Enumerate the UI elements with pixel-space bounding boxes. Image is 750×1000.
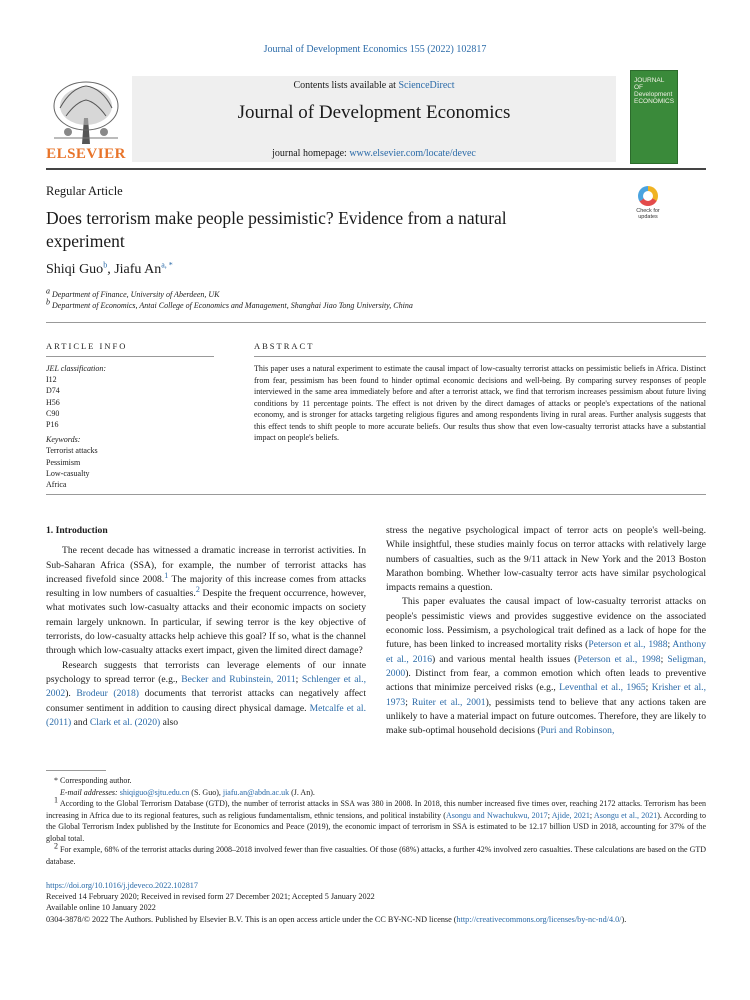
author-affil-marker[interactable]: a, * bbox=[161, 260, 173, 270]
citation-link[interactable]: Asongu et al., 2021 bbox=[593, 810, 658, 820]
text: and bbox=[71, 716, 90, 728]
paragraph bbox=[46, 659, 366, 730]
jel-code: C90 bbox=[46, 408, 60, 418]
sciencedirect-link[interactable]: ScienceDirect bbox=[398, 80, 455, 91]
author-affil-marker[interactable]: b bbox=[103, 260, 108, 270]
citation-link[interactable]: Schlenger et al., 2002 bbox=[46, 673, 366, 700]
text: 0304-3878/© 2022 The Authors. Published by Elsevier B.V. This is an open access article under the CC BY-NC-ND license ( bbox=[46, 914, 457, 924]
body-column-left bbox=[46, 524, 366, 730]
footnote-1 bbox=[46, 795, 707, 844]
doi-link[interactable]: https://doi.org/10.1016/j.jdeveco.2022.102817 bbox=[46, 881, 198, 890]
author-list bbox=[46, 262, 173, 278]
citation-link[interactable]: Ajide, 2021 bbox=[551, 810, 590, 820]
license-line bbox=[46, 914, 706, 925]
citation-link[interactable]: Leventhal et al., 1965 bbox=[559, 682, 646, 694]
license-link[interactable]: http://creativecommons.org/licenses/by-nc-nd/4.0/ bbox=[456, 914, 622, 924]
citation-link[interactable]: Peterson et al., 1988 bbox=[588, 639, 668, 651]
citation-link[interactable]: Becker and Rubinstein, 2011 bbox=[181, 673, 296, 685]
affiliation-a bbox=[46, 286, 220, 299]
body-column-right bbox=[386, 524, 706, 738]
check-updates-icon bbox=[638, 186, 658, 206]
citation-link[interactable]: Peterson et al., 1998 bbox=[577, 653, 661, 665]
footnote-number: 1 bbox=[54, 795, 58, 805]
text: ). Distinct from fear, a common emotion which often leads to preventive actions that minimize perceived risks (e.g., bbox=[386, 667, 706, 694]
text: According to the Global Terrorism Database (GTD), the number of terrorist attacks in SSA was 380 in 2008. In 2018, this number increased five times over, reaching 2172 attacks. Terrorism has been increasing in Africa due to its regional features, such as religious fundamentalism, ethnic tensions, and political instability ( bbox=[46, 799, 707, 820]
citation-link[interactable]: Ruiter et al., 2001 bbox=[411, 696, 486, 708]
paragraph bbox=[46, 544, 366, 658]
text: also bbox=[160, 716, 179, 728]
keywords-label: Keywords: bbox=[46, 435, 81, 445]
paragraph: stress the negative psychological impact of terror acts on people's well-being. While insightful, these studies mainly focus on terror attacks with relatively large numbers of casualties, such as the 9/11 attack in New York and the 2013 Boston Marathon bombing. Whether low-casualty terror acts have similar psychological impacts remains a question. bbox=[386, 525, 706, 594]
divider bbox=[46, 356, 214, 357]
text: documents that terrorist attacks can negatively affect consumer sentiment in addition to causing direct physical damage. bbox=[46, 688, 366, 714]
affil-marker: a bbox=[46, 286, 50, 296]
text: Despite the frequent occurrence, however, what motivates such low-casualty attacks and their economic impacts on society remain largely unknown. In particular, if sewing terror is the key objective of terrorists, do low-casualty attacks help achieve this goal? If so, what is the channel through which low-casualty attacks exert impact, given the limited direct damage? bbox=[46, 588, 366, 657]
footnote-ref[interactable]: 2 bbox=[195, 585, 200, 594]
elsevier-logo[interactable] bbox=[46, 76, 126, 162]
footnote-ref[interactable]: 1 bbox=[164, 570, 169, 580]
affiliation-text: Department of Economics, Antai College of Economics and Management, Shanghai Jiao Tong University, China bbox=[52, 301, 413, 310]
journal-reference[interactable]: Journal of Development Economics 155 (2022) 102817 bbox=[263, 44, 487, 55]
footnote-number: 2 bbox=[54, 841, 58, 851]
text: ; bbox=[660, 653, 668, 665]
email-line bbox=[46, 787, 706, 799]
paragraph bbox=[386, 595, 706, 738]
citation-link[interactable]: Puri and Robinson, bbox=[540, 725, 615, 737]
affiliation-text: Department of Finance, University of Aberdeen, UK bbox=[52, 290, 220, 299]
homepage-prefix: journal homepage: bbox=[272, 148, 350, 159]
text: ). According to the Global Terrorism Index published by the Institute for Economics and Peace (2019), the economic impact of terrorism in SSA is estimated to be 12.17 billion USD in 2018, accounting for 37% of the global total. bbox=[46, 810, 707, 843]
keyword: Pessimism bbox=[46, 457, 81, 467]
text: ; bbox=[295, 673, 302, 685]
jel-code: H56 bbox=[46, 397, 60, 407]
contents-line bbox=[132, 80, 616, 91]
text: ), pessimists tend to believe that any actions taken are unlikely to have a material impact on future outcomes. Therefore, they are likely to make sub-optimal household decisions ( bbox=[386, 696, 706, 737]
article-type: Regular Article bbox=[46, 184, 123, 198]
email-link[interactable]: shiqiguo@sjtu.edu.cn bbox=[119, 787, 190, 797]
affil-marker: b bbox=[46, 297, 50, 307]
email-link[interactable]: jiafu.an@abdn.ac.uk bbox=[222, 787, 290, 797]
citation-link[interactable]: Seligman, 2000 bbox=[386, 653, 706, 679]
homepage-link[interactable]: www.elsevier.com/locate/devec bbox=[349, 148, 476, 159]
jel-label: JEL classification: bbox=[46, 364, 107, 373]
keyword: Terrorist attacks bbox=[46, 446, 98, 456]
author-separator: , bbox=[107, 262, 115, 277]
received-dates: Received 14 February 2020; Received in revised form 27 December 2021; Accepted 5 January 2022 bbox=[46, 892, 375, 902]
elsevier-tree-icon bbox=[46, 78, 124, 146]
available-online: Available online 10 January 2022 bbox=[46, 903, 156, 913]
text: The recent decade has witnessed a dramatic increase in terrorist activities. In Sub-Saharan Africa (SSA), for example, the number of terrorist attacks has increased fivefold since 2008. bbox=[46, 545, 366, 585]
divider bbox=[46, 494, 706, 495]
footnotes bbox=[46, 775, 706, 867]
text: ; bbox=[667, 639, 673, 651]
corresponding-note: * Corresponding author. bbox=[54, 776, 132, 785]
footnote-divider bbox=[46, 770, 106, 771]
abstract-heading: ABSTRACT bbox=[254, 341, 315, 351]
jel-code: P16 bbox=[46, 420, 59, 430]
author-name[interactable]: Jiafu An bbox=[114, 262, 162, 277]
text: The majority of this increase comes from attacks resulting in low numbers of casualties. bbox=[46, 573, 366, 600]
publisher-name: ELSEVIER bbox=[46, 146, 126, 162]
footnote-2 bbox=[46, 841, 707, 867]
email-label: E-mail addresses: bbox=[60, 787, 120, 797]
jel-code: I12 bbox=[46, 375, 57, 385]
text: This paper evaluates the causal impact of low-casualty terrorist attacks on people's pessimistic views and provides suggestive evidence on the associated economic loss. Pessimism, a psychological trait defined as a lack of hope for the future, has been linked to increased mortality risks ( bbox=[386, 596, 706, 651]
abstract-text: This paper uses a natural experiment to estimate the causal impact of low-casualty terrorist attacks on pessimistic beliefs in Africa. Distinct from fear, pessimism has been found to hinder optimal economic decisions and well-being. By comparing survey responses of people interviewed in the same area immediately before and after a terrorist attack, we find that terrorism increases pessimism about future living conditions by 11 percentage points. The effect is not driven by the direct damages of attacks or people's expectations of the national economy, and is stronger for attacks targeting religious figures and among respondents living in rural areas. Further analysis suggests that this effect tends to shift people to more accurate beliefs. Our results thus show that even low-casualty terrorist attacks have a substantial impact on people's beliefs. bbox=[254, 364, 706, 442]
check-updates-label: Check for updates bbox=[636, 208, 660, 220]
affiliation-b bbox=[46, 297, 413, 310]
keyword: Low-casualty bbox=[46, 468, 90, 478]
text: (S. Guo), bbox=[189, 787, 223, 797]
jel-code: D74 bbox=[46, 386, 60, 396]
text: ). bbox=[621, 914, 627, 924]
journal-header bbox=[46, 76, 706, 164]
header-info-panel bbox=[132, 76, 616, 162]
text: For example, 68% of the terrorist attacks during 2008–2018 involved fewer than five casualties. Of those (68%) attacks, a further 42% involved zero casualties. These calculations are based on the GTD database. bbox=[46, 845, 707, 866]
citation-link[interactable]: Clark et al. (2020) bbox=[89, 716, 161, 728]
article-title: Does terrorism make people pessimistic? Evidence from a natural experiment bbox=[46, 208, 507, 251]
citation-link[interactable]: Anthony et al., 2016 bbox=[386, 639, 706, 665]
text: ; bbox=[405, 696, 412, 708]
citation-link[interactable]: Asongu and Nwachukwu, 2017 bbox=[445, 810, 548, 820]
citation-link[interactable]: Metcalfe et al. (2011) bbox=[46, 702, 366, 728]
text: ) and various mental health issues ( bbox=[432, 653, 578, 665]
text: ). bbox=[65, 688, 77, 700]
citation-link[interactable]: Brodeur (2018) bbox=[76, 688, 139, 700]
contents-prefix: Contents lists available at bbox=[293, 80, 399, 91]
check-for-updates-button[interactable] bbox=[630, 186, 666, 222]
text: ; bbox=[547, 810, 552, 820]
article-info-heading: ARTICLE INFO bbox=[46, 341, 128, 351]
section-heading: 1. Introduction bbox=[46, 525, 108, 536]
cover-title: JOURNAL OF Development ECONOMICS bbox=[634, 77, 675, 105]
header-divider bbox=[46, 168, 706, 170]
publication-info bbox=[46, 880, 706, 925]
author-name[interactable]: Shiqi Guo bbox=[46, 262, 104, 277]
article-info-column bbox=[46, 363, 214, 490]
text: ; bbox=[589, 810, 594, 820]
text: (J. An). bbox=[289, 787, 315, 797]
journal-title: Journal of Development Economics bbox=[237, 102, 511, 123]
text: Research suggests that terrorists can leverage elements of our innate psychology to spread terror (e.g., bbox=[46, 659, 366, 685]
divider bbox=[254, 356, 706, 357]
journal-cover-image[interactable] bbox=[630, 70, 678, 164]
divider bbox=[46, 322, 706, 323]
homepage-line bbox=[132, 148, 616, 159]
text: ; bbox=[645, 682, 652, 694]
keyword: Africa bbox=[46, 480, 67, 490]
citation-link[interactable]: Krisher et al., 1973 bbox=[386, 682, 706, 708]
